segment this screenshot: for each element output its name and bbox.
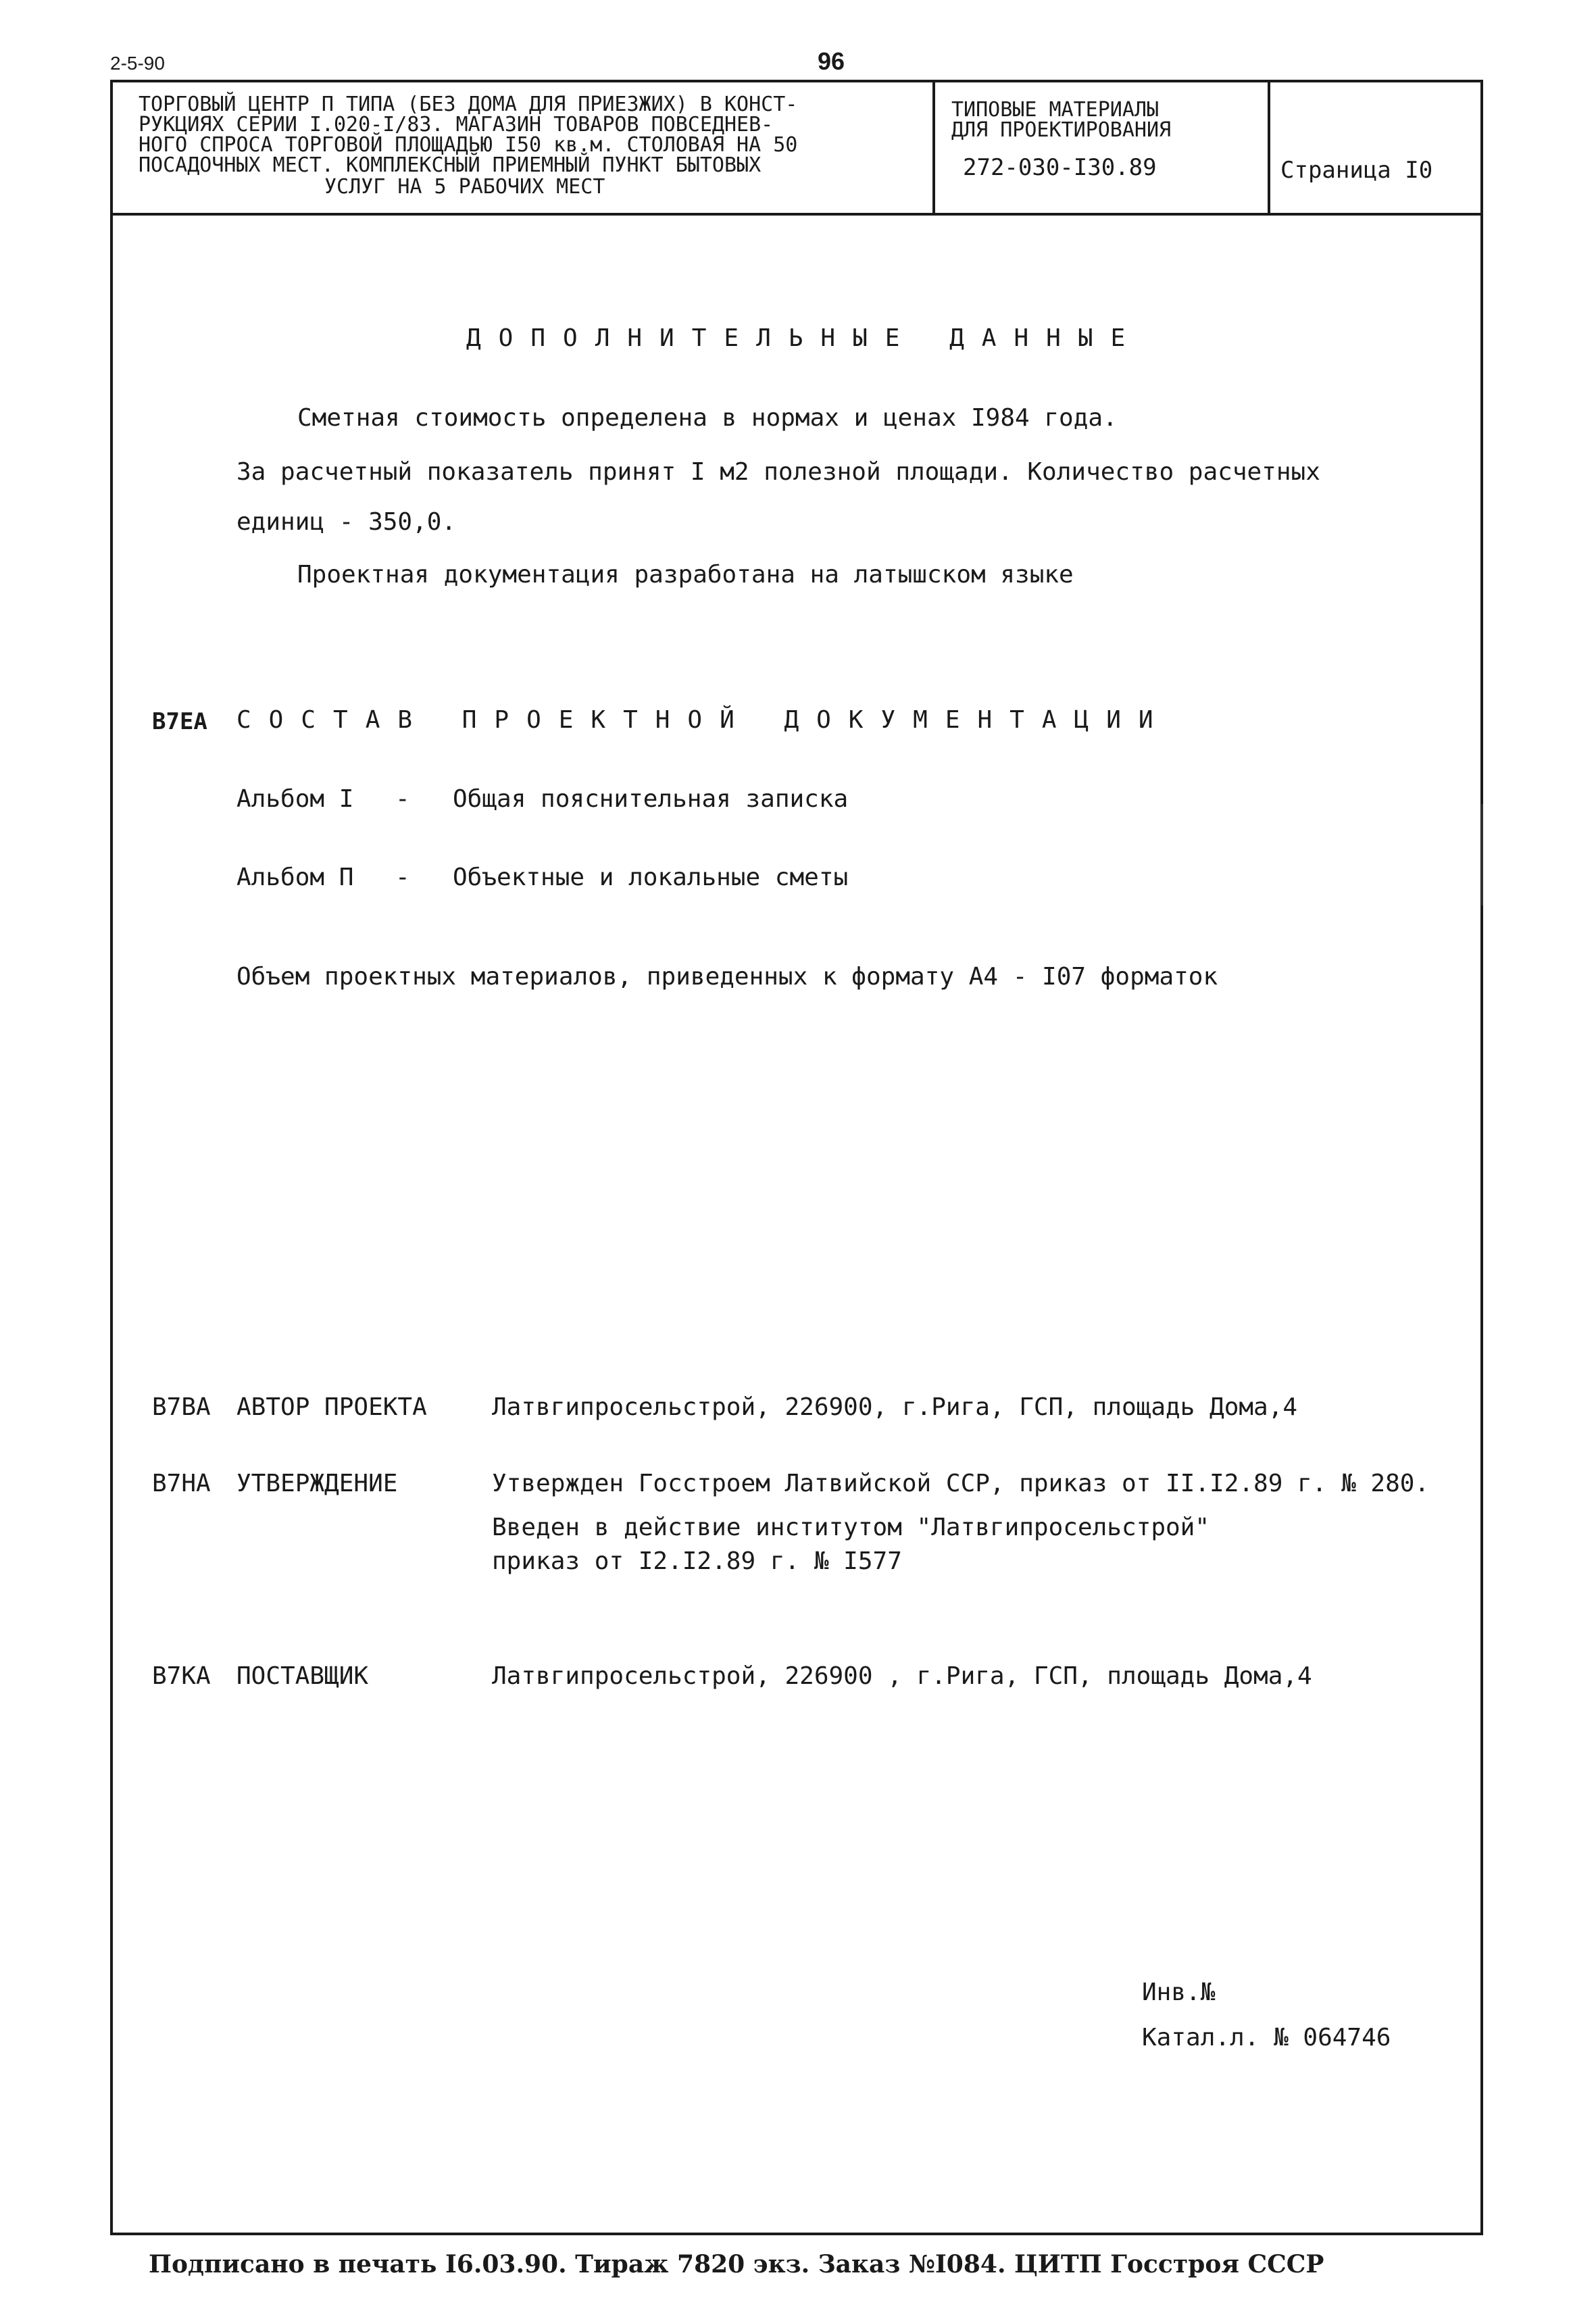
inventory-number: Инв.№ — [1142, 1978, 1216, 2006]
catalog-number: Катал.л. № 064746 — [1142, 2024, 1391, 2051]
supplier-value: Латвгипросельстрой, 226900 , г.Рига, ГСП, площадь Дома,4 — [492, 1662, 1312, 1690]
author-value: Латвгипросельстрой, 226900, г.Рига, ГСП, площадь Дома,4 — [492, 1393, 1298, 1421]
approval-line-2: Введен в действие институтом "Латвгипросельстрой" — [492, 1514, 1210, 1541]
estimate-note: Сметная стоимость определена в нормах и ценах I984 года. — [297, 404, 1118, 432]
approval-line-1: Утвержден Госстроем Латвийской ССР, приказ от II.I2.89 г. № 280. — [492, 1470, 1430, 1497]
series-label-2: ДЛЯ ПРОЕКТИРОВАНИЯ — [951, 118, 1172, 142]
supplier-code: В7КА — [152, 1662, 211, 1690]
header-divider-v1 — [932, 80, 935, 215]
header-title-line-3: НОГО СПРОСА ТОРГОВОЙ ПЛОЩАДЬЮ I50 кв.м. СТОЛОВАЯ НА 50 — [139, 133, 798, 157]
indicator-note-line-2: единиц - 350,0. — [236, 508, 457, 536]
page-number: 96 — [818, 47, 845, 75]
scan-mark — [1481, 804, 1483, 905]
header-title-line-4: ПОСАДОЧНЫХ МЕСТ. КОМПЛЕКСНЫЙ ПРИЕМНЫЙ ПУНКТ БЫТОВЫХ — [139, 153, 762, 177]
composition-heading: СОСТАВ ПРОЕКТНОЙ ДОКУМЕНТАЦИИ — [236, 706, 1171, 734]
approval-label: УТВЕРЖДЕНИЕ — [236, 1470, 398, 1497]
series-code: 272-030-I30.89 — [963, 154, 1157, 181]
approval-line-3: приказ от I2.I2.89 г. № I577 — [492, 1547, 902, 1575]
album-1-label: Альбом I — [236, 785, 354, 813]
additional-data-heading: ДОПОЛНИТЕЛЬНЫЕ ДАННЫЕ — [466, 324, 1143, 352]
author-code: В7ВА — [152, 1393, 211, 1421]
footer-imprint: Подписано в печать I6.03.90. Тираж 7820 экз. Заказ №I084. ЦИТП Госстроя СССР — [149, 2250, 1324, 2279]
header-divider — [110, 213, 1483, 216]
series-label-1: ТИПОВЫЕ МАТЕРИАЛЫ — [951, 98, 1159, 122]
album-1-title: Общая пояснительная записка — [453, 785, 849, 813]
author-label: АВТОР ПРОЕКТА — [236, 1393, 427, 1421]
supplier-label: ПОСТАВЩИК — [236, 1662, 369, 1690]
top-left-mark: 2-5-90 — [110, 53, 165, 74]
header-divider-v2 — [1268, 80, 1270, 215]
album-2-label: Альбом П — [236, 864, 354, 891]
indicator-note-line-1: За расчетный показатель принят I м2 полезной площади. Количество расчетных — [236, 458, 1320, 486]
page-frame — [110, 80, 1483, 2235]
language-note: Проектная документация разработана на латышском языке — [297, 561, 1074, 589]
approval-code: В7НА — [152, 1470, 211, 1497]
header-title-line-5: УСЛУГ НА 5 РАБОЧИХ МЕСТ — [324, 175, 605, 199]
page-label: Страница I0 — [1280, 157, 1433, 184]
composition-code: В7ЕА — [152, 708, 207, 735]
header-title-line-1: ТОРГОВЫЙ ЦЕНТР П ТИПА (БЕЗ ДОМА ДЛЯ ПРИЕЗЖИХ) В КОНСТ- — [139, 93, 798, 116]
volume-note: Объем проектных материалов, приведенных к формату А4 - I07 форматок — [236, 963, 1218, 991]
album-1-dash: - — [395, 785, 410, 813]
header-title-line-2: РУКЦИЯХ СЕРИИ I.020-I/83. МАГАЗИН ТОВАРОВ ПОВСЕДНЕВ- — [139, 113, 774, 136]
album-2-title: Объектные и локальные сметы — [453, 864, 849, 891]
album-2-dash: - — [395, 864, 410, 891]
